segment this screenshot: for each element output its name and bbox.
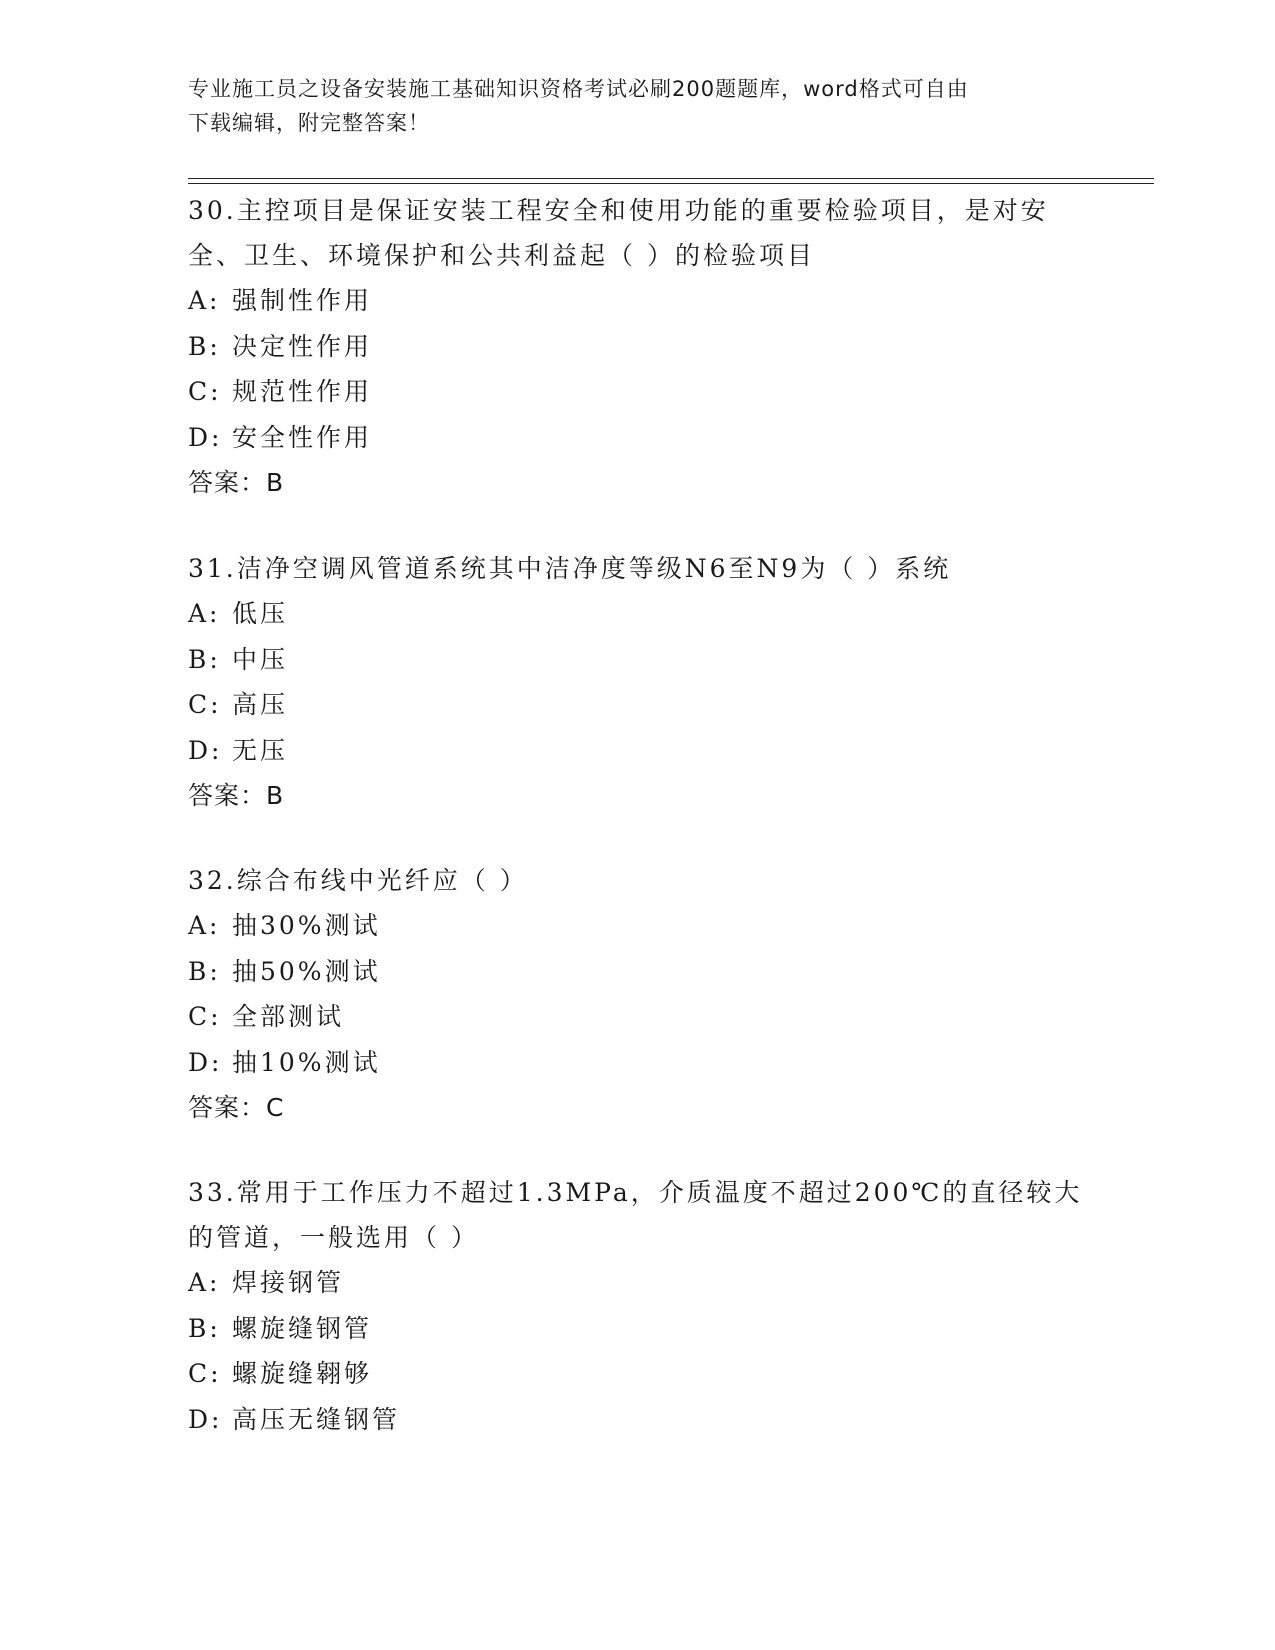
header-line-1: 专业施工员之设备安装施工基础知识资格考试必刷200题题库，word格式可自由 xyxy=(188,77,969,101)
option-text: 抽50%测试 xyxy=(232,956,381,986)
option-b xyxy=(188,1306,1088,1352)
option-key: D: xyxy=(188,1047,223,1077)
answer-line: 答案：B xyxy=(188,781,285,810)
option-text: 规范性作用 xyxy=(232,377,373,406)
option-b xyxy=(188,637,1088,683)
option-text: 中压 xyxy=(232,644,289,674)
option-c xyxy=(188,369,1088,415)
question-stem-line-1: 32.综合布线中光纤应（ ） xyxy=(188,866,528,895)
option-key: B: xyxy=(188,331,221,361)
question-stem-line-1: 31.洁净空调风管道系统其中洁净度等级N6至N9为（ ）系统 xyxy=(188,554,952,583)
header-line-2: 下载编辑，附完整答案！ xyxy=(188,111,430,135)
option-key: C: xyxy=(188,377,222,406)
option-text: 决定性作用 xyxy=(232,331,373,361)
option-text: 高压无缝钢管 xyxy=(232,1404,401,1434)
option-key: C: xyxy=(188,690,222,719)
option-b xyxy=(188,324,1088,370)
question-32 xyxy=(188,858,1088,1130)
header-divider-thin xyxy=(188,183,1154,184)
option-text: 低压 xyxy=(232,599,289,628)
option-d xyxy=(188,415,1088,461)
option-key: B: xyxy=(188,1313,221,1343)
option-text: 强制性作用 xyxy=(232,286,373,315)
option-text: 高压 xyxy=(232,690,289,719)
option-text: 无压 xyxy=(232,735,289,765)
option-c xyxy=(188,1351,1088,1397)
option-key: A: xyxy=(188,1268,221,1297)
option-text: 抽30%测试 xyxy=(232,911,381,940)
document-header xyxy=(188,72,1088,140)
option-d xyxy=(188,1040,1088,1086)
option-key: D: xyxy=(188,422,223,452)
option-key: A: xyxy=(188,599,221,628)
option-text: 安全性作用 xyxy=(232,422,373,452)
option-key: B: xyxy=(188,956,221,986)
option-a xyxy=(188,1260,1088,1306)
option-d xyxy=(188,728,1088,774)
option-text: 螺旋缝钢管 xyxy=(232,1313,373,1343)
option-text: 螺旋缝翱够 xyxy=(232,1359,373,1388)
option-a xyxy=(188,278,1088,324)
question-stem-line-1: 30.主控项目是保证安装工程安全和使用功能的重要检验项目，是对安 xyxy=(188,196,1049,225)
answer-line: 答案：B xyxy=(188,468,285,497)
question-stem-line-2: 全、卫生、环境保护和公共利益起（ ）的检验项目 xyxy=(188,241,815,270)
option-key: C: xyxy=(188,1002,222,1031)
option-key: A: xyxy=(188,911,221,940)
option-text: 全部测试 xyxy=(232,1002,345,1031)
answer-line: 答案：C xyxy=(188,1093,285,1122)
question-31 xyxy=(188,546,1088,818)
option-key: A: xyxy=(188,286,221,315)
question-33 xyxy=(188,1170,1088,1442)
option-c xyxy=(188,994,1088,1040)
option-key: D: xyxy=(188,735,223,765)
option-key: B: xyxy=(188,644,221,674)
option-a xyxy=(188,591,1088,637)
option-d xyxy=(188,1397,1088,1443)
question-stem-line-2: 的管道，一般选用（ ） xyxy=(188,1223,479,1252)
option-key: C: xyxy=(188,1359,222,1388)
option-text: 抽10%测试 xyxy=(232,1047,381,1077)
option-b xyxy=(188,949,1088,995)
question-30 xyxy=(188,188,1088,505)
header-divider-thick xyxy=(188,178,1154,179)
option-text: 焊接钢管 xyxy=(232,1268,345,1297)
option-a xyxy=(188,903,1088,949)
question-stem-line-1: 33.常用于工作压力不超过1.3MPa，介质温度不超过200℃的直径较大 xyxy=(188,1178,1083,1207)
option-c xyxy=(188,682,1088,728)
option-key: D: xyxy=(188,1404,223,1434)
